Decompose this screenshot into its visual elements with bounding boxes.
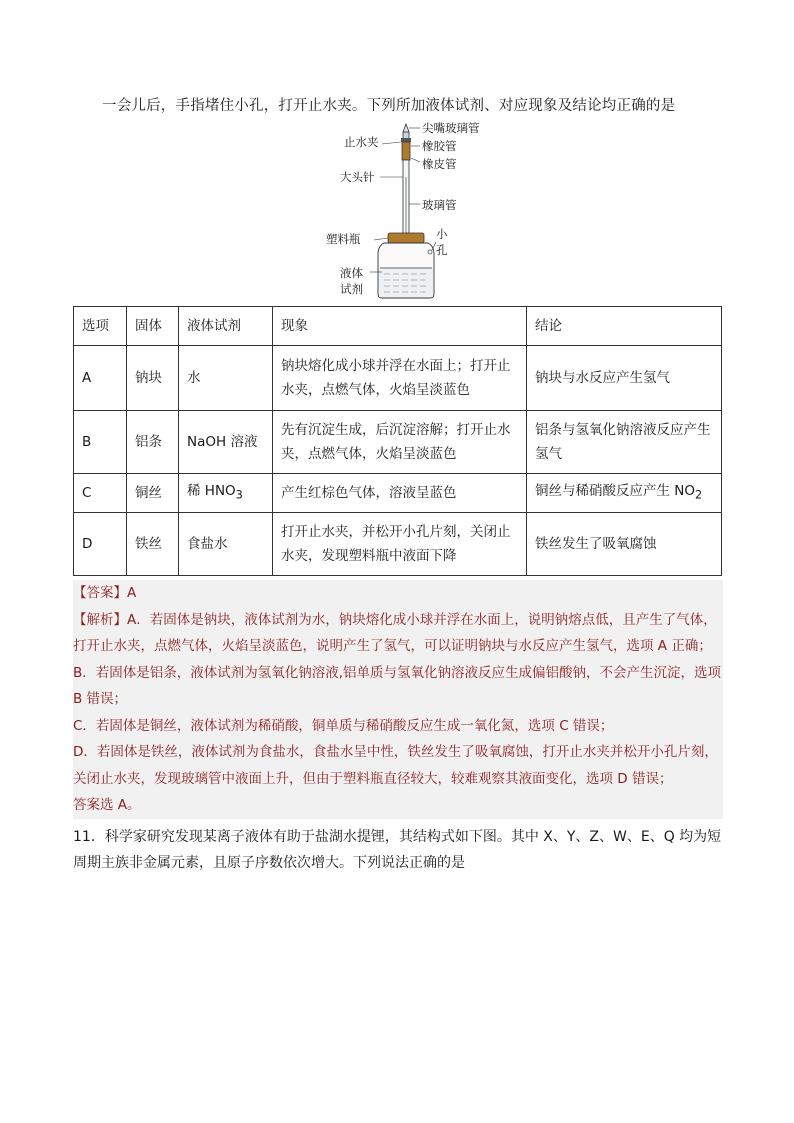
rubber-skin-shape: [402, 142, 410, 160]
answer-tag: 【答案】: [73, 585, 127, 601]
cell-solid: 铁丝: [127, 513, 179, 576]
header-phenomenon: 现象: [273, 307, 527, 346]
question-text: 科学家研究发现某离子液体有助于盐湖水提锂，其结构式如下图。其中 X、Y、Z、W、E、Q 均为短周期主族非金属元素，且原子序数依次增大。下列说法正确的是: [73, 829, 722, 871]
label-bottle: 塑料瓶: [326, 232, 361, 246]
conclusion-subscript: 2: [695, 488, 703, 502]
bottle-cap-shape: [388, 233, 424, 243]
table-row: [74, 474, 722, 513]
clamp-shape: [401, 138, 411, 142]
liquid-text: 稀 HNO: [187, 482, 236, 499]
cell-solid: 铝条: [127, 411, 179, 474]
answer-line: [73, 580, 723, 607]
analysis-a: A．若固体是钠块，液体试剂为水，钠块熔化成小球并浮在水面上，说明钠熔点低，且产生了气体，打开止水夹，点燃气体，火焰呈淡蓝色，说明产生了氢气，可以证明钠块与水反应产生氢气，选项 A 正确；: [73, 611, 717, 654]
liquid-shape: [379, 268, 433, 297]
cell-liquid: 食盐水: [179, 513, 273, 576]
cell-phenomenon: 产生红棕色气体，溶液呈蓝色: [273, 474, 527, 513]
cell-phenomenon: 先有沉淀生成，后沉淀溶解；打开止水夹，点燃气体，火焰呈淡蓝色: [273, 411, 527, 474]
cell-conclusion: 钠块与水反应产生氢气: [527, 346, 722, 411]
answer-analysis-block: [73, 580, 723, 819]
cell-liquid: 水: [179, 346, 273, 411]
label-hole-2: 孔: [436, 243, 448, 257]
analysis-d: D．若固体是铁丝，液体试剂为食盐水，食盐水呈中性，铁丝发生了吸氧腐蚀，打开止水夹并松开小孔片刻，关闭止水夹，发现玻璃管中液面上升，但由于塑料瓶直径较大，较难观察其液面变化，选项 D 错误；: [73, 744, 718, 787]
analysis-line-a: [73, 607, 723, 660]
cell-conclusion: 铁丝发生了吸氧腐蚀: [527, 513, 722, 576]
cell-option: D: [74, 513, 127, 576]
header-liquid: 液体试剂: [179, 307, 273, 346]
tip-glass-shape: [403, 124, 409, 132]
table-row: [74, 411, 722, 474]
conclusion-text: 铜丝与稀硝酸反应产生 NO: [535, 482, 696, 499]
label-pin: 大头针: [340, 170, 375, 184]
apparatus-figure: [326, 121, 480, 304]
analysis-tag: 【解析】: [73, 611, 127, 628]
analysis-b: B．若固体是铝条，液体试剂为氢氧化钠溶液,铝单质与氢氧化钠溶液反应生成偏铝酸钠，不会产生沉淀，选项 B 错误；: [73, 664, 722, 707]
cell-conclusion: 铝条与氢氧化钠溶液反应产生氢气: [527, 411, 722, 474]
label-rubber-tube: 橡胶管: [422, 139, 457, 153]
question-11: [73, 824, 725, 876]
hole-shape: [428, 250, 432, 254]
header-solid: 固体: [127, 307, 179, 346]
label-rubber-skin: 橡皮管: [422, 157, 457, 171]
answer-value: A: [127, 585, 137, 601]
cell-liquid: [179, 474, 273, 513]
label-hole-1: 小: [436, 227, 448, 241]
cell-option: C: [74, 474, 127, 513]
table-row: [74, 513, 722, 576]
label-glass-tube: 玻璃管: [422, 198, 457, 212]
table-row: [74, 346, 722, 411]
header-conclusion: 结论: [527, 307, 722, 346]
label-clamp: 止水夹: [344, 135, 379, 149]
cell-liquid: NaOH 溶液: [179, 411, 273, 474]
liquid-subscript: 3: [235, 488, 243, 502]
label-tip: 尖嘴玻璃管: [422, 121, 480, 135]
options-table: [73, 306, 722, 576]
question-intro: 一会儿后，手指堵住小孔，打开止水夹。下列所加液体试剂、对应现象及结论均正确的是: [102, 98, 676, 114]
cell-conclusion: [527, 474, 722, 513]
analysis-final: 答案选 A。: [73, 797, 141, 813]
cell-phenomenon: 打开止水夹，并松开小孔片刻，关闭止水夹，发现塑料瓶中液面下降: [273, 513, 527, 576]
table-header-row: [74, 307, 722, 346]
analysis-c: C．若固体是铜丝，液体试剂为稀硝酸，铜单质与稀硝酸反应生成一氧化氮，选项 C 错误；: [73, 717, 614, 734]
header-option: 选项: [74, 307, 127, 346]
question-number: 11．: [73, 829, 105, 845]
cell-solid: 铜丝: [127, 474, 179, 513]
cell-solid: 钠块: [127, 346, 179, 411]
label-liquid-2: 试剂: [340, 282, 363, 296]
cell-option: B: [74, 411, 127, 474]
label-liquid-1: 液体: [340, 266, 363, 280]
cell-option: A: [74, 346, 127, 411]
cell-phenomenon: 钠块熔化成小球并浮在水面上；打开止水夹，点燃气体，火焰呈淡蓝色: [273, 346, 527, 411]
